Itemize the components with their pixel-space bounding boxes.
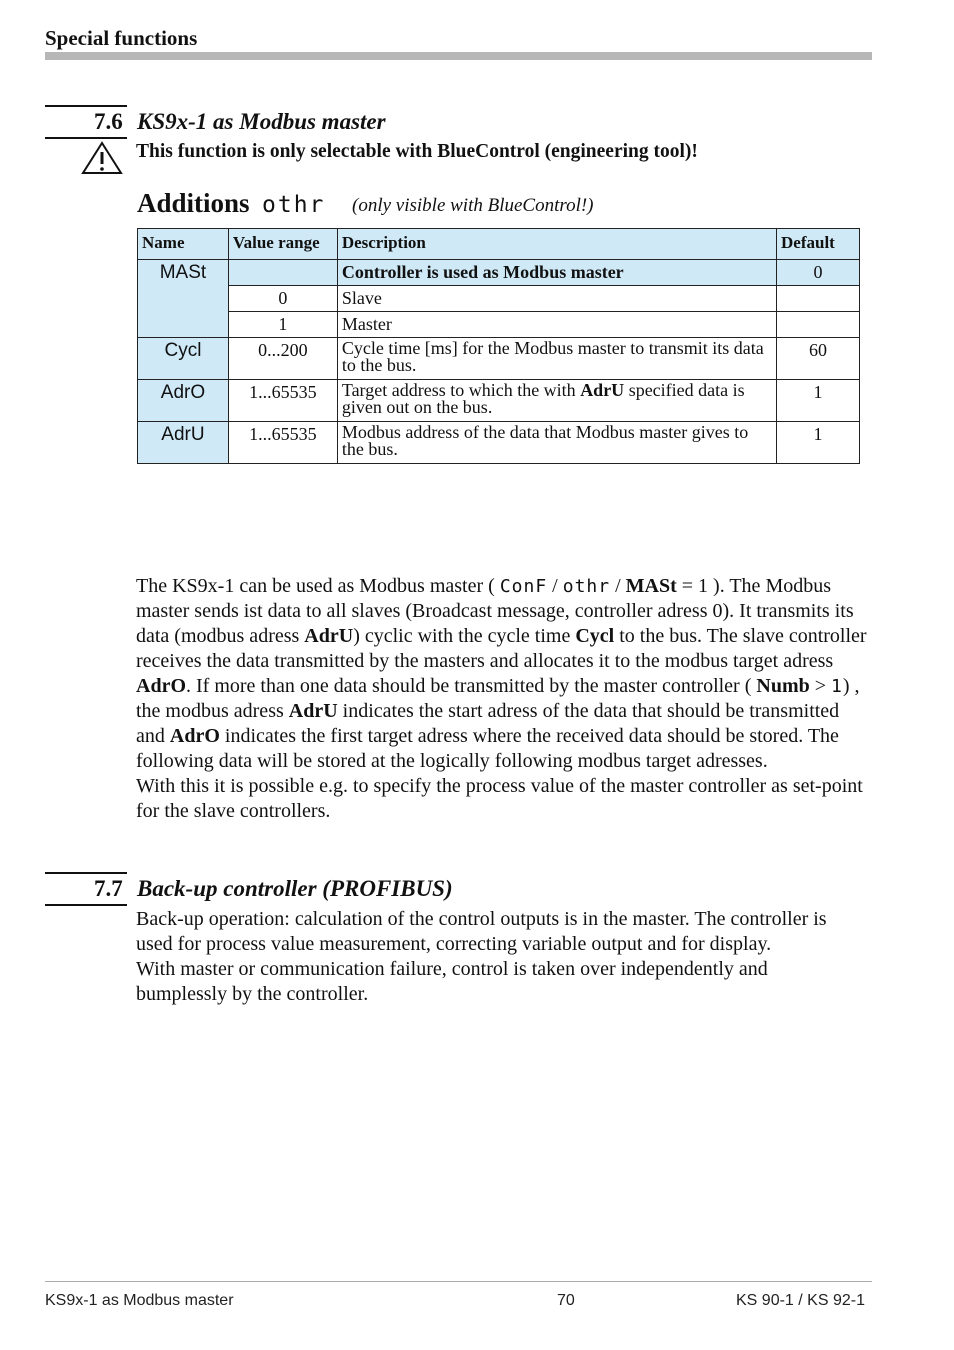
text-run: With master or communication failure, control is taken over independently and bumplessly by the controller. — [136, 958, 768, 1005]
param-ref: AdrU — [304, 625, 354, 647]
param-name: AdrO — [138, 380, 229, 422]
text-run: ) cyclic with the cycle time — [353, 625, 576, 647]
option-default — [777, 286, 860, 312]
param-ref: AdrO — [136, 675, 186, 697]
table-row — [138, 338, 860, 380]
param-range: 1...65535 — [228, 380, 337, 422]
option-description: Master — [337, 312, 776, 338]
footer-left: KS9x-1 as Modbus master — [45, 1292, 234, 1309]
param-ref: Numb — [756, 675, 810, 697]
parameter-table — [137, 228, 860, 464]
page-number: 70 — [557, 1292, 575, 1309]
param-default: 0 — [777, 260, 860, 286]
text-run: / — [547, 575, 563, 597]
backup-paragraph — [136, 907, 861, 1007]
table-row — [138, 286, 860, 312]
display-code: 1 — [831, 676, 843, 697]
param-name: Cycl — [138, 338, 229, 380]
table-row — [138, 422, 860, 464]
param-description — [337, 380, 776, 422]
text-run: = 1 ). The Modbus master sends ist data to all slaves (Broadcast message, controller adress 0). It transmits its data (modbus adress — [136, 575, 854, 647]
param-description: Controller is used as Modbus master — [337, 260, 776, 286]
option-default — [777, 312, 860, 338]
param-range: 0...200 — [228, 338, 337, 380]
param-ref: MASt — [625, 575, 677, 597]
text-run: With this it is possible e.g. to specify the process value of the master controller as set-point for the slave controllers. — [136, 775, 863, 822]
display-code: othr — [562, 576, 611, 597]
section-rule-bottom — [45, 137, 127, 139]
additions-title: Additions — [137, 188, 250, 218]
additions-note: (only visible with BlueControl!) — [352, 195, 594, 216]
text-run: indicates the start adress of the data that should be transmitted and — [136, 700, 840, 747]
text-run: to the bus. The slave controller receives the data transmitted by the masters and allocates it to the modbus target adress — [136, 625, 867, 672]
text-run: indicates the first target adress where the received data should be stored. The following data will be stored at the logically following modbus target adresses. — [136, 725, 839, 772]
option-value: 1 — [228, 312, 337, 338]
column-header: Value range — [228, 229, 337, 260]
header-bar — [45, 52, 872, 60]
text-run: / — [610, 575, 626, 597]
column-header: Name — [138, 229, 229, 260]
section-number: 7.6 — [94, 109, 123, 134]
range-cell — [228, 260, 337, 286]
param-default: 1 — [777, 380, 860, 422]
param-ref: AdrO — [169, 725, 220, 747]
param-name: AdrU — [138, 422, 229, 464]
text-run: . If more than one data should be transmitted by the master controller ( — [186, 675, 757, 697]
option-value: 0 — [228, 286, 337, 312]
param-description: Cycle time [ms] for the Modbus master to transmit its data to the bus. — [337, 338, 776, 380]
param-default: 1 — [777, 422, 860, 464]
table-header-row — [138, 229, 860, 260]
section-rule-top — [45, 872, 127, 874]
text-run: The KS9x-1 can be used as Modbus master ( — [136, 575, 500, 597]
param-range: 1...65535 — [228, 422, 337, 464]
section-number: 7.7 — [94, 876, 123, 901]
text-run: > — [809, 675, 832, 697]
table-row — [138, 312, 860, 338]
section-rule-top — [45, 105, 127, 107]
param-ref: AdrU — [288, 700, 338, 722]
option-description: Slave — [337, 286, 776, 312]
desc-bold: AdrU — [580, 380, 625, 400]
param-ref: Cycl — [575, 625, 615, 647]
text-run: Back-up operation: calculation of the control outputs is in the master. The controller is used for process value measurement, correcting variable output and for display. — [136, 908, 827, 955]
desc-part: Target address to which the with — [341, 380, 581, 400]
column-header: Description — [337, 229, 776, 260]
warning-triangle-icon — [80, 141, 124, 175]
section-title: KS9x-1 as Modbus master — [137, 109, 386, 134]
text-run: ) , the modbus adress — [136, 675, 860, 722]
param-name: MASt — [138, 260, 229, 338]
param-default: 60 — [777, 338, 860, 380]
table-row — [138, 260, 860, 286]
footer-rule — [45, 1281, 872, 1282]
section-title: Back-up controller (PROFIBUS) — [137, 876, 453, 901]
page-header-title: Special functions — [45, 26, 198, 50]
param-description: Modbus address of the data that Modbus master gives to the bus. — [337, 422, 776, 464]
column-header: Default — [777, 229, 860, 260]
table-row — [138, 380, 860, 422]
desc-part: specified data is given out on the bus. — [341, 380, 745, 417]
display-code: ConF — [499, 576, 548, 597]
warning-text: This function is only selectable with BlueControl (engineering tool)! — [136, 141, 698, 162]
additions-code: othr — [262, 192, 326, 218]
section-rule-bottom — [45, 904, 127, 906]
footer-right: KS 90-1 / KS 92-1 — [736, 1292, 865, 1309]
modbus-master-paragraph — [136, 574, 871, 824]
